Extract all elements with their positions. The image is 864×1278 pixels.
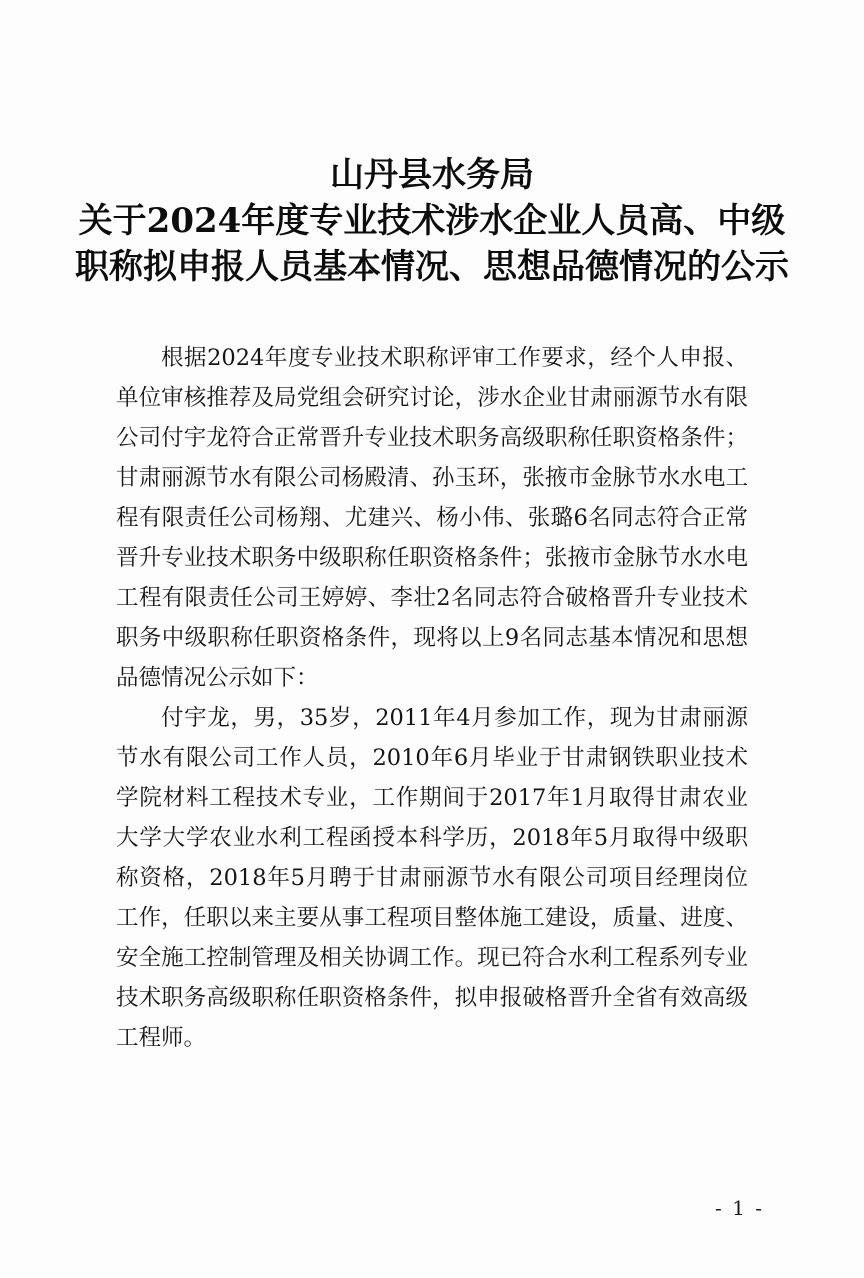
title-line-3: 职称拟申报人员基本情况、思想品德情况的公示: [75, 247, 789, 287]
person-paragraph: 付宇龙，男，35岁，2011年4月参加工作，现为甘肃丽源节水有限公司工作人员，2010年6月毕业于甘肃钢铁职业技术学院材料工程技术专业，工作期间于2017年1月取得甘肃农业大学大学农业水利工程函授本科学历，2018年5月取得中级职称资格，2018年5月聘于甘肃丽源节水有限公司项目经理岗位工作，任职以来主要从事工程项目整体施工建设，质量、进度、安全施工控制管理及相关协调工作。现已符合水利工程系列专业技术职务高级职称任职资格条件，拟申报破格晋升全省有效高级工程师。: [116, 705, 748, 1051]
page-number: - 1 -: [715, 1196, 764, 1220]
document-title: [0, 152, 864, 290]
title-line-2: 关于2024年度专业技术涉水企业人员高、中级: [78, 201, 786, 241]
document-body: [116, 338, 748, 1058]
title-line-1: 山丹县水务局: [330, 155, 534, 195]
intro-paragraph: 根据2024年度专业技术职称评审工作要求，经个人申报、单位审核推荐及局党组会研究讨论，涉水企业甘肃丽源节水有限公司付宇龙符合正常晋升专业技术职务高级职称任职资格条件；甘肃丽源节水有限公司杨殿清、孙玉环，张掖市金脉节水水电工程有限责任公司杨翔、尤建兴、杨小伟、张璐6名同志符合正常晋升专业技术职务中级职称任职资格条件；张掖市金脉节水水电工程有限责任公司王婷婷、李壮2名同志符合破格晋升专业技术职务中级职称任职资格条件，现将以上9名同志基本情况和思想品德情况公示如下：: [116, 345, 748, 691]
